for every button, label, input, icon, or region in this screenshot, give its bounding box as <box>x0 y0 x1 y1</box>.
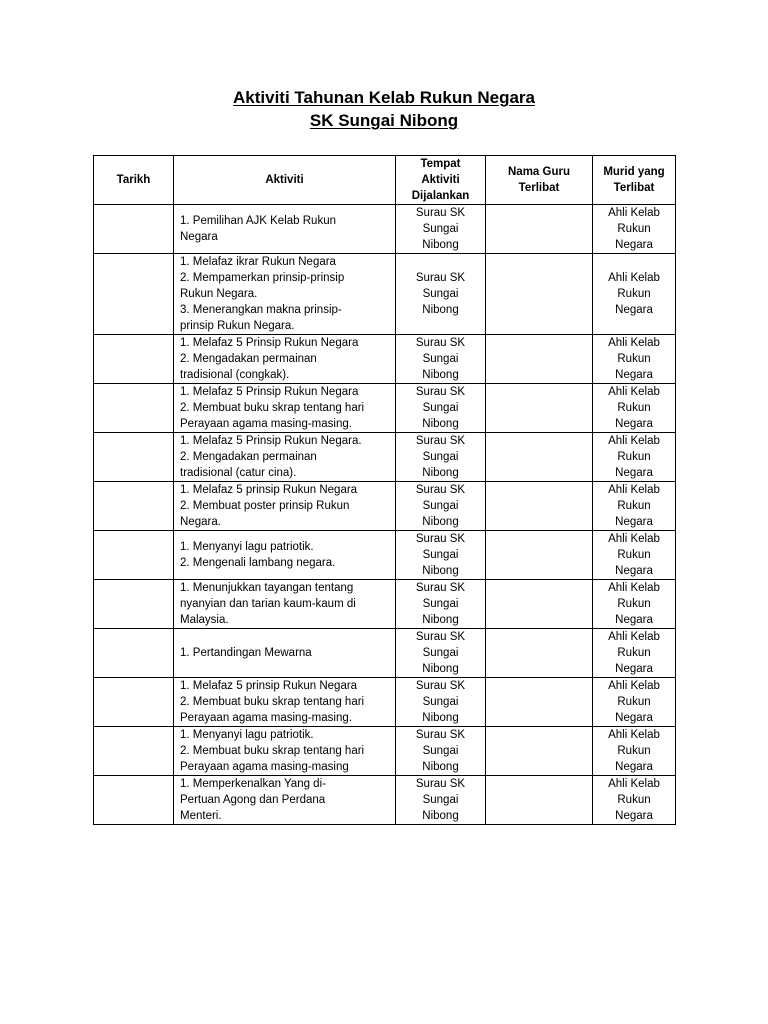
murid-line: Ahli Kelab <box>608 484 660 496</box>
tempat-line: Nibong <box>422 418 459 430</box>
aktiviti-line: 1. Memperkenalkan Yang di- <box>180 778 326 790</box>
tempat-line: Nibong <box>422 663 459 675</box>
tempat-line: Surau SK <box>415 386 466 398</box>
murid-line: Negara <box>615 614 653 626</box>
tempat-line: Sungai <box>422 647 459 659</box>
cell-murid <box>593 727 676 776</box>
cell-tempat <box>396 776 486 825</box>
cell-tarikh <box>94 482 174 531</box>
cell-murid <box>593 580 676 629</box>
aktiviti-line: 2. Membuat buku skrap tentang hari <box>180 745 365 757</box>
cell-murid <box>593 433 676 482</box>
tempat-line: Surau SK <box>415 435 466 447</box>
header-guru-line: Nama Guru <box>508 166 570 178</box>
cell-aktiviti <box>174 433 396 482</box>
tempat-line: Nibong <box>422 239 459 251</box>
cell-aktiviti <box>174 205 396 254</box>
header-tempat <box>396 156 486 205</box>
cell-tarikh <box>94 335 174 384</box>
aktiviti-line: 1. Melafaz ikrar Rukun Negara <box>180 256 336 268</box>
aktiviti-line: Negara. <box>180 516 221 528</box>
header-guru-line: Terlibat <box>518 182 560 194</box>
cell-murid <box>593 776 676 825</box>
cell-tarikh <box>94 531 174 580</box>
tempat-line: Surau SK <box>415 582 466 594</box>
cell-tempat <box>396 629 486 678</box>
murid-line: Ahli Kelab <box>608 778 660 790</box>
murid-line: Rukun <box>617 696 651 708</box>
aktiviti-line: Negara <box>180 231 218 243</box>
tempat-line: Nibong <box>422 467 459 479</box>
murid-line: Negara <box>615 304 653 316</box>
tempat-line: Sungai <box>422 794 459 806</box>
murid-line: Negara <box>615 712 653 724</box>
cell-tarikh <box>94 254 174 335</box>
aktiviti-line: 1. Melafaz 5 Prinsip Rukun Negara. <box>180 435 362 447</box>
aktiviti-line: 3. Menerangkan makna prinsip- <box>180 304 342 316</box>
murid-line: Rukun <box>617 500 651 512</box>
aktiviti-line: Perayaan agama masing-masing. <box>180 418 352 430</box>
aktiviti-line: 1. Melafaz 5 Prinsip Rukun Negara <box>180 337 359 349</box>
murid-line: Ahli Kelab <box>608 337 660 349</box>
table-row <box>94 335 676 384</box>
tempat-line: Nibong <box>422 304 459 316</box>
tempat-line: Sungai <box>422 402 459 414</box>
header-murid-line: Terlibat <box>613 182 655 194</box>
aktiviti-line: 1. Menyanyi lagu patriotik. <box>180 541 314 553</box>
cell-tarikh <box>94 678 174 727</box>
table-header-row <box>94 156 676 205</box>
cell-tempat <box>396 205 486 254</box>
aktiviti-line: 1. Melafaz 5 Prinsip Rukun Negara <box>180 386 359 398</box>
cell-tempat <box>396 727 486 776</box>
murid-line: Rukun <box>617 745 651 757</box>
cell-murid <box>593 629 676 678</box>
tempat-line: Sungai <box>422 745 459 757</box>
murid-line: Negara <box>615 467 653 479</box>
murid-line: Rukun <box>617 647 651 659</box>
cell-tarikh <box>94 580 174 629</box>
aktiviti-line: nyanyian dan tarian kaum-kaum di <box>180 598 356 610</box>
header-aktiviti: Aktiviti <box>174 156 396 205</box>
aktiviti-line: 2. Mengadakan permainan <box>180 451 317 463</box>
tempat-line: Sungai <box>422 696 459 708</box>
murid-line: Rukun <box>617 598 651 610</box>
tempat-line: Sungai <box>422 451 459 463</box>
aktiviti-line: Pertuan Agong dan Perdana <box>180 794 326 806</box>
tempat-line: Sungai <box>422 598 459 610</box>
tempat-line: Sungai <box>422 223 459 235</box>
murid-line: Rukun <box>617 353 651 365</box>
cell-guru <box>486 482 593 531</box>
cell-aktiviti <box>174 335 396 384</box>
cell-guru <box>486 678 593 727</box>
tempat-line: Nibong <box>422 516 459 528</box>
tempat-line: Sungai <box>422 549 459 561</box>
murid-line: Negara <box>615 761 653 773</box>
aktiviti-line: 2. Mengenali lambang negara. <box>180 557 336 569</box>
cell-murid <box>593 335 676 384</box>
tempat-line: Nibong <box>422 565 459 577</box>
header-tarikh: Tarikh <box>94 156 174 205</box>
murid-line: Negara <box>615 663 653 675</box>
cell-tempat <box>396 531 486 580</box>
cell-murid <box>593 254 676 335</box>
header-murid <box>593 156 676 205</box>
header-tempat-line: Aktiviti <box>421 174 460 186</box>
cell-guru <box>486 384 593 433</box>
cell-aktiviti <box>174 727 396 776</box>
murid-line: Ahli Kelab <box>608 272 660 284</box>
aktiviti-line: 1. Pemilihan AJK Kelab Rukun <box>180 215 336 227</box>
aktiviti-line: Menteri. <box>180 810 222 822</box>
tempat-line: Surau SK <box>415 533 466 545</box>
cell-guru <box>486 205 593 254</box>
tempat-line: Nibong <box>422 712 459 724</box>
murid-line: Negara <box>615 239 653 251</box>
cell-tempat <box>396 580 486 629</box>
document-title: Aktiviti Tahunan Kelab Rukun Negara <box>233 88 535 107</box>
table-row <box>94 384 676 433</box>
header-guru <box>486 156 593 205</box>
cell-murid <box>593 482 676 531</box>
table-row <box>94 629 676 678</box>
table-row <box>94 205 676 254</box>
aktiviti-line: 1. Melafaz 5 prinsip Rukun Negara <box>180 680 358 692</box>
murid-line: Ahli Kelab <box>608 386 660 398</box>
murid-line: Ahli Kelab <box>608 207 660 219</box>
cell-tarikh <box>94 384 174 433</box>
cell-aktiviti <box>174 254 396 335</box>
cell-guru <box>486 727 593 776</box>
murid-line: Negara <box>615 810 653 822</box>
murid-line: Negara <box>615 418 653 430</box>
cell-aktiviti <box>174 482 396 531</box>
table-row <box>94 776 676 825</box>
tempat-line: Surau SK <box>415 680 466 692</box>
aktiviti-line: 1. Menyanyi lagu patriotik. <box>180 729 314 741</box>
aktiviti-line: 1. Melafaz 5 prinsip Rukun Negara <box>180 484 358 496</box>
cell-tarikh <box>94 433 174 482</box>
cell-murid <box>593 384 676 433</box>
cell-tempat <box>396 482 486 531</box>
tempat-line: Surau SK <box>415 631 466 643</box>
tempat-line: Surau SK <box>415 729 466 741</box>
tempat-line: Nibong <box>422 761 459 773</box>
table-row <box>94 482 676 531</box>
table-row <box>94 580 676 629</box>
murid-line: Rukun <box>617 794 651 806</box>
table-row <box>94 254 676 335</box>
murid-line: Negara <box>615 565 653 577</box>
aktiviti-line: 2. Membuat buku skrap tentang hari <box>180 402 365 414</box>
cell-murid <box>593 531 676 580</box>
header-murid-line: Murid yang <box>603 166 665 178</box>
header-tempat-line: Tempat <box>420 158 461 170</box>
murid-line: Negara <box>615 369 653 381</box>
aktiviti-line: 2. Mempamerkan prinsip-prinsip <box>180 272 345 284</box>
cell-tempat <box>396 254 486 335</box>
aktiviti-line: 1. Pertandingan Mewarna <box>180 647 312 659</box>
cell-aktiviti <box>174 580 396 629</box>
cell-tempat <box>396 678 486 727</box>
murid-line: Rukun <box>617 223 651 235</box>
cell-guru <box>486 580 593 629</box>
cell-aktiviti <box>174 678 396 727</box>
murid-line: Ahli Kelab <box>608 582 660 594</box>
aktiviti-line: Rukun Negara. <box>180 288 258 300</box>
aktiviti-line: Malaysia. <box>180 614 229 626</box>
aktiviti-line: 1. Menunjukkan tayangan tentang <box>180 582 354 594</box>
activities-table <box>93 155 676 825</box>
cell-guru <box>486 776 593 825</box>
tempat-line: Sungai <box>422 288 459 300</box>
murid-line: Ahli Kelab <box>608 435 660 447</box>
murid-line: Ahli Kelab <box>608 729 660 741</box>
tempat-line: Nibong <box>422 614 459 626</box>
murid-line: Ahli Kelab <box>608 533 660 545</box>
cell-aktiviti <box>174 776 396 825</box>
cell-tarikh <box>94 776 174 825</box>
tempat-line: Surau SK <box>415 272 466 284</box>
cell-tempat <box>396 335 486 384</box>
murid-line: Rukun <box>617 549 651 561</box>
murid-line: Ahli Kelab <box>608 680 660 692</box>
cell-aktiviti <box>174 531 396 580</box>
murid-line: Negara <box>615 516 653 528</box>
aktiviti-line: 2. Membuat poster prinsip Rukun <box>180 500 350 512</box>
aktiviti-line: tradisional (congkak). <box>180 369 290 381</box>
cell-murid <box>593 205 676 254</box>
cell-aktiviti <box>174 384 396 433</box>
cell-guru <box>486 433 593 482</box>
cell-tempat <box>396 384 486 433</box>
cell-guru <box>486 335 593 384</box>
cell-murid <box>593 678 676 727</box>
cell-tarikh <box>94 629 174 678</box>
cell-tempat <box>396 433 486 482</box>
table-row <box>94 433 676 482</box>
aktiviti-line: Perayaan agama masing-masing <box>180 761 349 773</box>
aktiviti-line: Perayaan agama masing-masing. <box>180 712 352 724</box>
tempat-line: Sungai <box>422 353 459 365</box>
table-body <box>94 205 676 825</box>
cell-aktiviti <box>174 629 396 678</box>
tempat-line: Nibong <box>422 810 459 822</box>
table-row <box>94 531 676 580</box>
cell-tarikh <box>94 727 174 776</box>
cell-guru <box>486 629 593 678</box>
cell-tarikh <box>94 205 174 254</box>
murid-line: Ahli Kelab <box>608 631 660 643</box>
tempat-line: Surau SK <box>415 207 466 219</box>
table-row <box>94 727 676 776</box>
aktiviti-line: prinsip Rukun Negara. <box>180 320 295 332</box>
murid-line: Rukun <box>617 402 651 414</box>
tempat-line: Sungai <box>422 500 459 512</box>
school-name-subtitle: SK Sungai Nibong <box>309 111 459 130</box>
tempat-line: Surau SK <box>415 337 466 349</box>
aktiviti-line: tradisional (catur cina). <box>180 467 297 479</box>
cell-guru <box>486 531 593 580</box>
murid-line: Rukun <box>617 288 651 300</box>
table-row <box>94 678 676 727</box>
tempat-line: Surau SK <box>415 484 466 496</box>
aktiviti-line: 2. Membuat buku skrap tentang hari <box>180 696 365 708</box>
tempat-line: Nibong <box>422 369 459 381</box>
cell-guru <box>486 254 593 335</box>
murid-line: Rukun <box>617 451 651 463</box>
header-tempat-line: Dijalankan <box>411 190 470 202</box>
tempat-line: Surau SK <box>415 778 466 790</box>
aktiviti-line: 2. Mengadakan permainan <box>180 353 317 365</box>
